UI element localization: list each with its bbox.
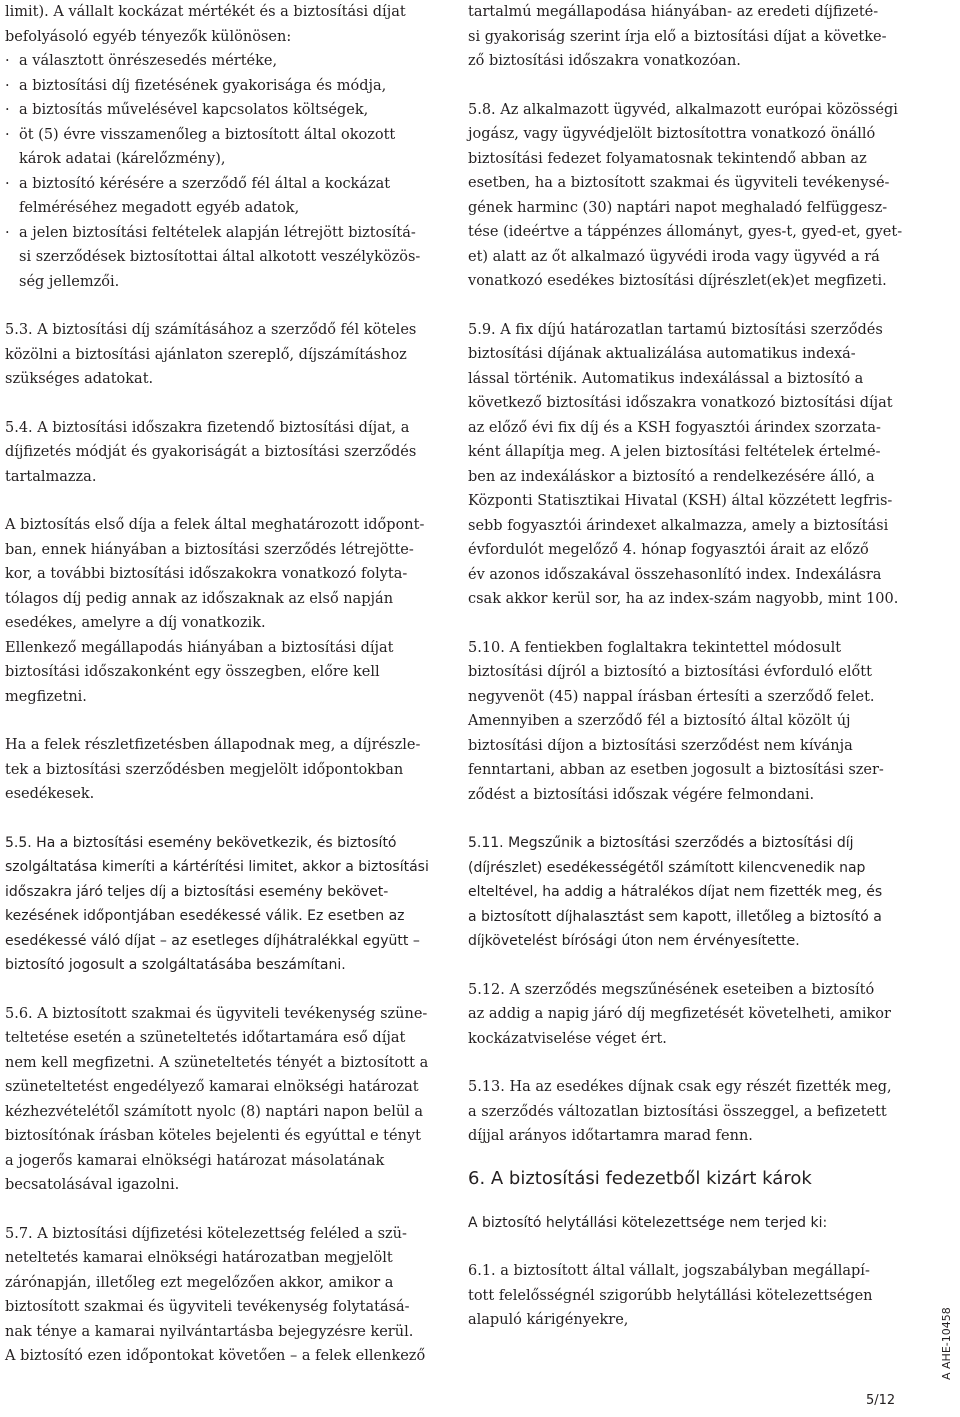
bullet-mark: ·: [5, 102, 10, 118]
section-5-11: 5.11. Megszűnik a biztosítási szerződés a biztosítási díj (díjrészlet) esedékességétől számított kilencvenedik nap elteltével, ha addig a hátralékos díjat nem fizették meg, és a biztosított díjhalasztást sem kapott, illetőleg a biztosító a díjkövetelést bírósági úton nem érvényesítette.: [468, 835, 883, 949]
bullet-mark: ·: [5, 224, 10, 241]
bullet-mark: ·: [5, 126, 10, 143]
list-item: · a biztosító kérésére a szerződő fél által a kockázat felméréséhez megadott egyéb adatok,: [5, 172, 439, 221]
list-item: · a jelen biztosítási feltételek alapján létrejött biztosítá- si szerződések biztosítottai által alkotott veszélyközös- ség jellemzői.: [5, 221, 439, 295]
instalment-paragraph: Ha a felek részletfizetésben állapodnak meg, a díjrészle- tek a biztosítási szerződésben megjelölt időpontokban esedékesek.: [5, 737, 421, 802]
section-6-subheading: A biztosító helytállási kötelezettsége nem terjed ki:: [468, 1214, 828, 1231]
advance-payment-paragraph: Ellenkező megállapodás hiányában a biztosítási díjat biztosítási időszakonként egy összegben, előre kell megfizetni.: [5, 639, 394, 705]
list-item: · a választott önrészesedés mértéke,: [5, 49, 439, 74]
bullet-mark: ·: [5, 175, 10, 192]
section-5-8: 5.8. Az alkalmazott ügyvéd, alkalmazott európai közösségi jogász, vagy ügyvédjelölt biztosítottra vonatkozó önálló biztosítási fedezet folyamatosnak tekintendő abban az esetben, ha a biztosított szakmai és ügyviteli tevékenysé- gének harminc (30) naptári napot meghaladó felfüggesz- tése (ideértve a táppénzes állományt, gyes-t, gyed-et, gyet- et) alatt az őt alkalmazó ügyvédi iroda vagy ügyvéd a rá vonatkozó esedékes biztosítási díjrészlet(ek)et megfizeti.: [468, 101, 903, 289]
section-5-3: 5.3. A biztosítási díj számításához a szerződő fél köteles közölni a biztosítási ajánlaton szereplő, díjszámításhoz szükséges adatokat.: [5, 322, 417, 387]
section-5-7: 5.7. A biztosítási díjfizetési kötelezettség feléled a szü- neteltetés kamarai elnökségi határozatban megjelölt zárónapján, illetőleg ezt megelőzően akkor, amikor a biztosított szakmai és ügyviteli tevékenység folytatásá- nak ténye a kamarai nyilvántartásba bejegyzésre kerül. A biztosító ezen időpontokat követően – a felek ellenkező: [5, 1225, 426, 1364]
list-item: · a biztosítási díj fizetésének gyakorisága és módja,: [5, 74, 439, 99]
document-code: A AHE-10458: [940, 1307, 953, 1380]
section-5-12: 5.12. A szerződés megszűnésének eseteiben a biztosító az addig a napig járó díj megfizetését követelheti, amikor kockázatviselése véget ért.: [468, 981, 891, 1047]
bullet-mark: ·: [5, 77, 10, 94]
intro-paragraph: limit). A vállalt kockázat mértékét és a biztosítási díjat befolyásoló egyéb tényezők különösen:: [5, 4, 406, 45]
section-6-1: 6.1. a biztosított által vállalt, jogszabályban megállapí- tott felelősségnél szigorúbb helytállási kötelezettségen alapuló kárigényekre,: [468, 1263, 873, 1328]
left-column: [5, 0, 439, 1369]
right-column: [468, 0, 908, 1333]
section-5-9: 5.9. A fix díjú határozatlan tartamú biztosítási szerződés biztosítási díjának aktualizálása automatikus indexá- lással történik. Automatikus indexálással a biztosító a következő biztosítási időszakra vonatkozó biztosítási díjat az előző évi fix díj és a KSH fogyasztói árindex szorzata- ként állapítja meg. A jelen biztosítási feltételek értelmé- ben az indexáláskor a biztosító a rendelkezésére álló, a Központi Statisztikai Hivatal (KSH) által közzétett legfris- sebb fogyasztói árindexet alkalmazza, amely a biztosítási évfordulót megelőző 4. hónap fogyasztói árait az előző év azonos időszakával összehasonlító index. Indexálásra csak akkor kerül sor, ha az index-szám nagyobb, mint 100.: [468, 321, 899, 607]
factor-list: [5, 49, 439, 294]
section-5-4: 5.4. A biztosítási időszakra fizetendő biztosítási díjat, a díjfizetés módját és gyakoriságát a biztosítási szerződés tartalmazza.: [5, 419, 417, 485]
section-5-5: 5.5. Ha a biztosítási esemény bekövetkezik, és biztosító szolgáltatása kimeríti a kártérítési limitet, akkor a biztosítási időszakra járó teljes díj a biztosítási esemény bekövet- kezésének időpontjában esedékessé válik. Ez esetben az esedékessé váló díjat – az esetleges díjhátralékkal együtt – biztosító jogosult a szolgáltatásába beszámítani.: [5, 834, 429, 973]
list-item: · a biztosítás művelésével kapcsolatos költségek,: [5, 98, 439, 123]
first-premium-paragraph: A biztosítás első díja a felek által meghatározott időpont- ban, ennek hiányában a biztosítási szerződés létrejötte- kor, a további biztosítási időszakokra vonatkozó folyta- tólagos díj pedig annak az időszaknak az első napján esedékes, amelyre a díj vonatkozik.: [5, 517, 425, 631]
section-5-13: 5.13. Ha az esedékes díjnak csak egy részét fizették meg, a szerződés változatlan biztosítási összeggel, a befizetett díjjal arányos időtartamra marad fenn.: [468, 1079, 892, 1144]
section-5-10: 5.10. A fentiekben foglaltakra tekintettel módosult biztosítási díjról a biztosító a biztosítási évforduló előtt negyvenöt (45) nappal írásban értesíti a szerződő felet. Amennyiben a szerződő fél a biztosító által közölt új biztosítási díjon a biztosítási szerződést nem kívánja fenntartani, abban az esetben jogosult a biztosítási szer- ződést a biztosítási időszak végére felmondani.: [468, 639, 884, 803]
page-number: 5/12: [866, 1393, 896, 1408]
bullet-mark: ·: [5, 53, 10, 69]
section-5-6: 5.6. A biztosított szakmai és ügyviteli tevékenység szüne- teltetése esetén a szüneteltetés időtartamára eső díjat nem kell megfizetni. A szüneteltetés tényét a biztosított a szüneteltetést engedélyező kamarai elnökségi határozat kézhezvételétől számított nyolc (8) naptári napon belül a biztosítónak írásban köteles bejelenti és egyúttal e tényt a jogerős kamarai elnökségi határozat másolatának becsatolásával igazolni.: [5, 1005, 429, 1193]
continuation-paragraph: tartalmú megállapodása hiányában- az eredeti díjfizeté- si gyakoriság szerint írja elő a biztosítási díjat a követke- ző biztosítási időszakra vonatkozóan.: [468, 4, 887, 69]
list-item: · öt (5) évre visszamenőleg a biztosított által okozott károk adatai (kárelőzmény),: [5, 123, 439, 172]
section-6-heading: 6. A biztosítási fedezetből kizárt károk: [468, 1167, 812, 1189]
